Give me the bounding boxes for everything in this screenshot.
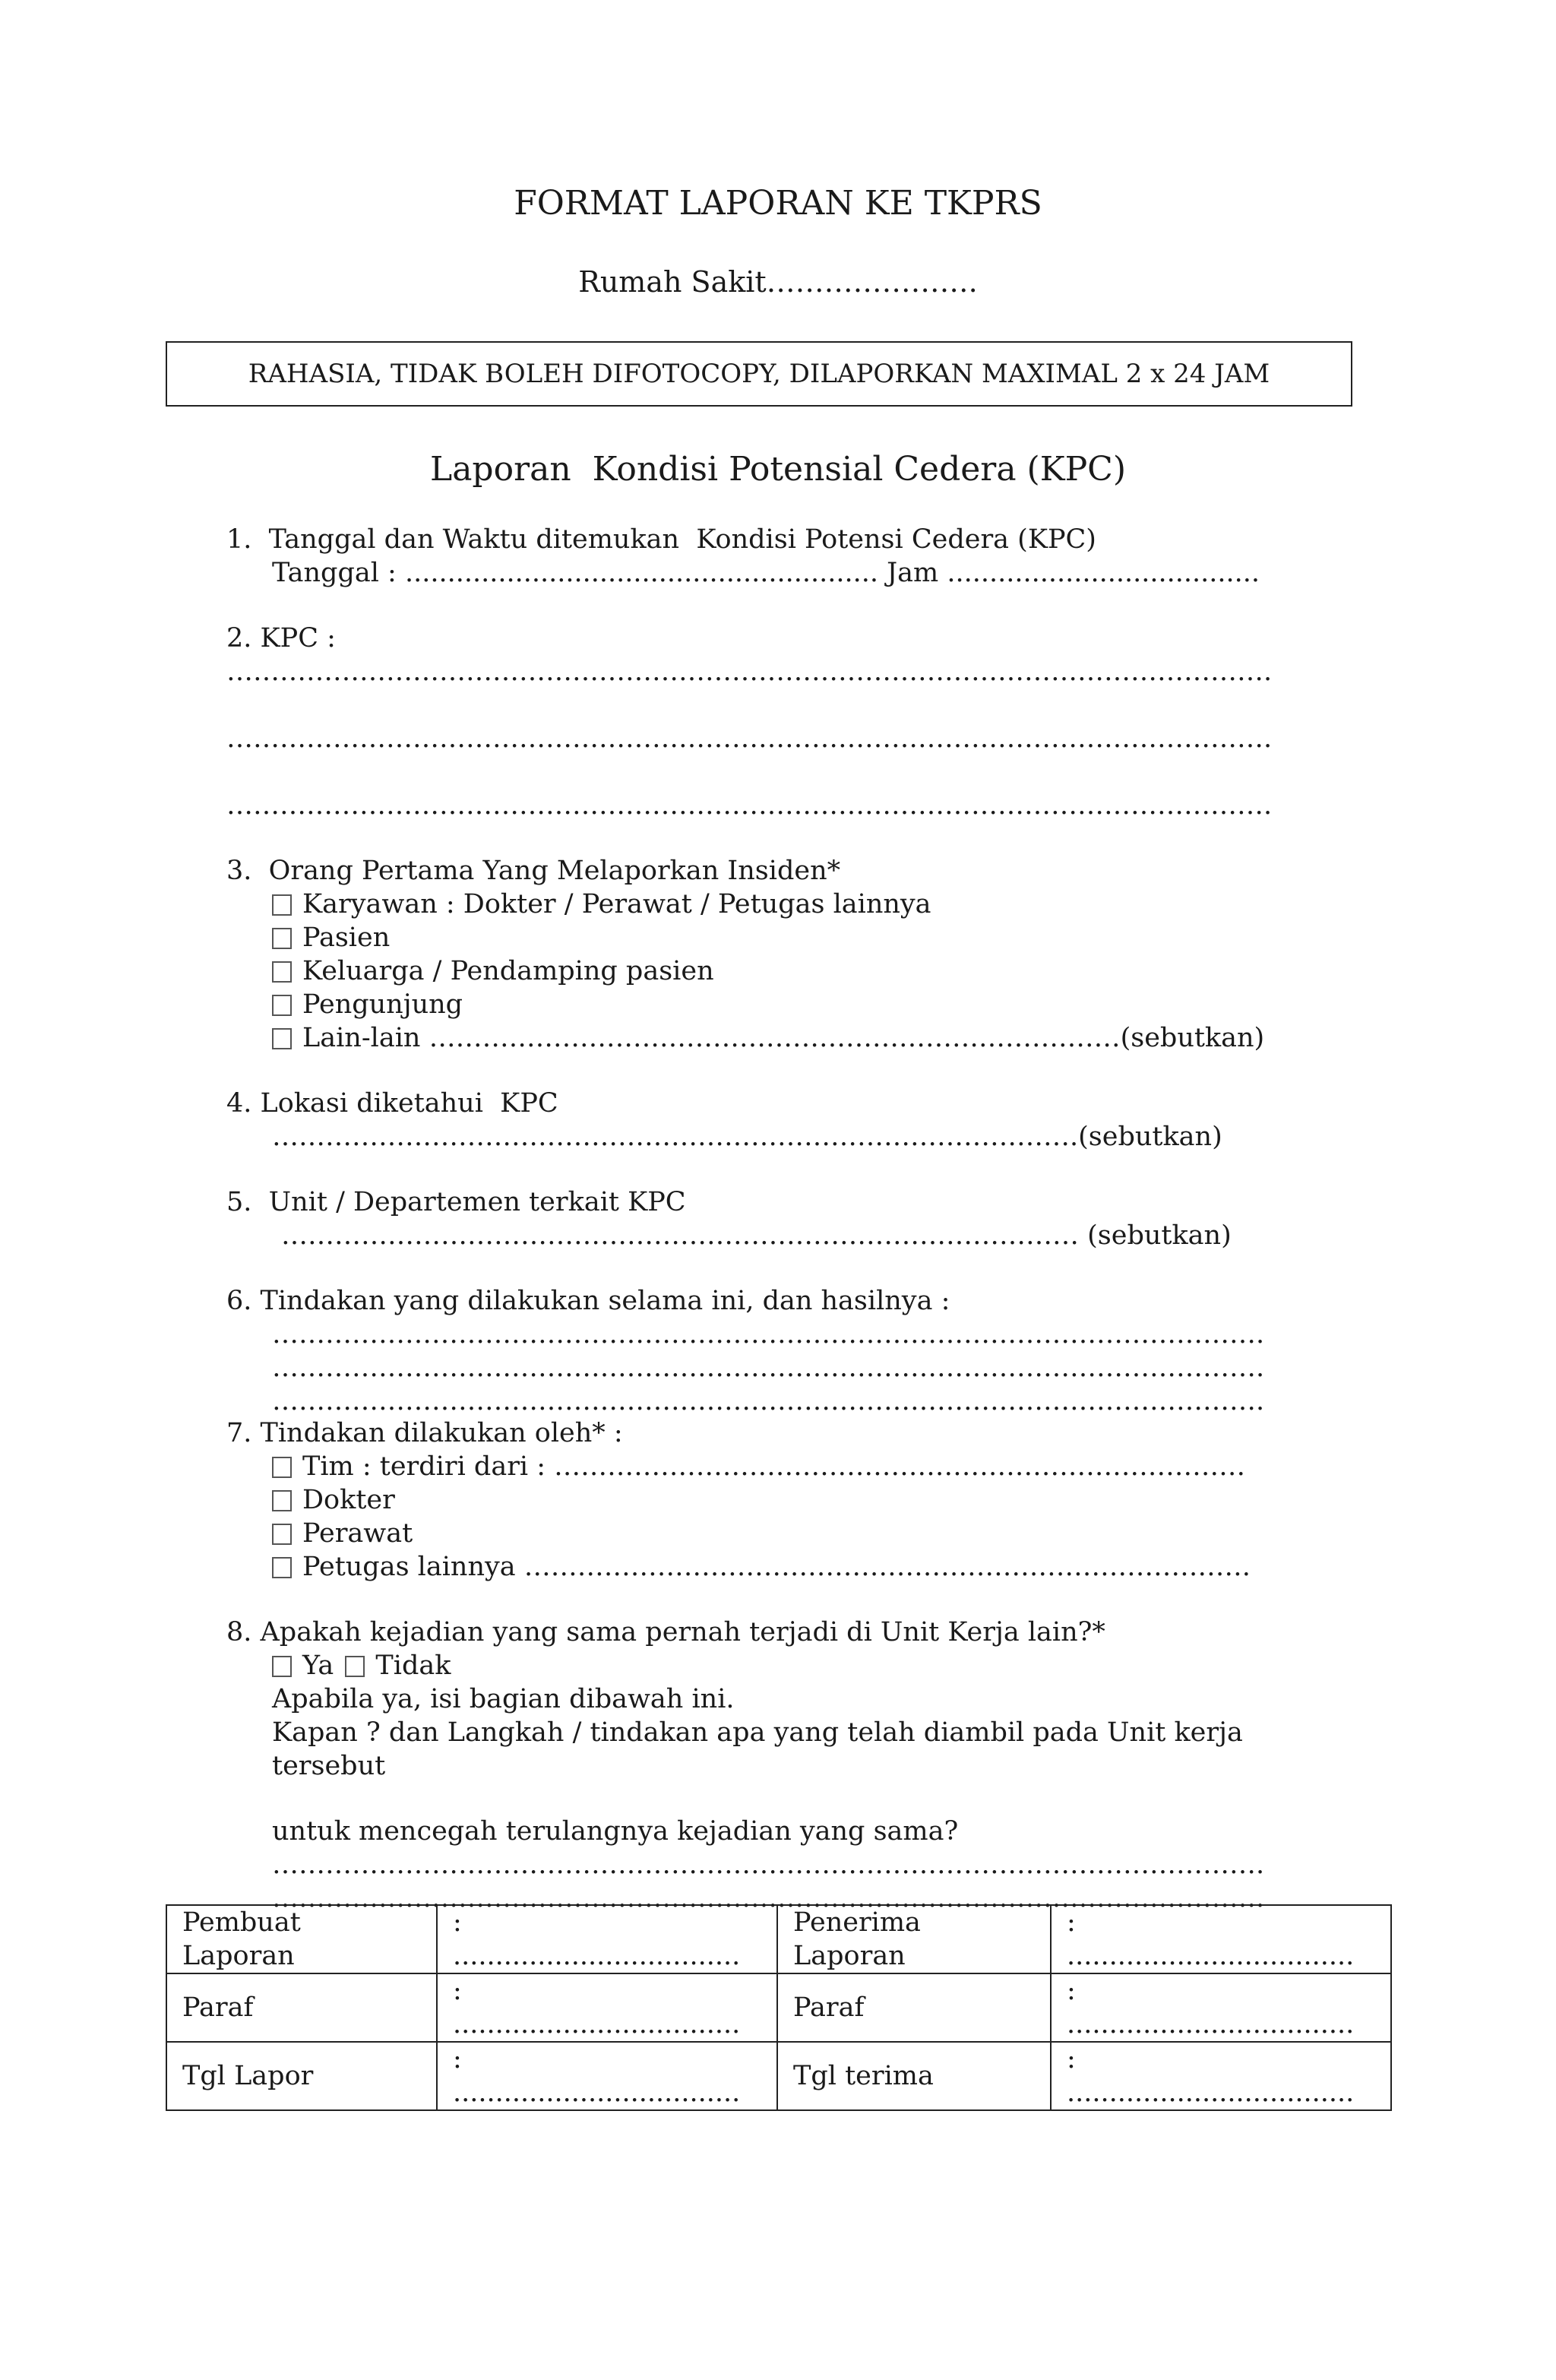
checkbox[interactable] (272, 894, 292, 916)
confidential-notice-box (166, 341, 1352, 407)
receiver-initial-label: Paraf (777, 1973, 1051, 2042)
checkbox[interactable] (272, 995, 292, 1016)
receiver-initial-value[interactable]: : .................................. (1051, 1973, 1391, 2042)
q5-unit-line[interactable]: ……………………………………………………………………………… (sebutkan) (281, 1220, 1232, 1251)
q8-answer-line-2[interactable]: …………………………………………………………………………………………………. (272, 1883, 1265, 1913)
hospital-name: Rumah Sakit…………………. (578, 265, 978, 299)
checkbox-no[interactable] (345, 1656, 365, 1677)
q7-option-team[interactable]: Tim : terdiri dari : …………………………………………………………………… (272, 1450, 1245, 1483)
receive-date-label: Tgl terima (777, 2042, 1051, 2110)
q6-line-2[interactable]: …………………………………………………………………………………………………. (272, 1353, 1265, 1383)
q3-option-other[interactable]: Lain-lain ……………………………………………………………………(sebutkan) (272, 1021, 1264, 1055)
q3-option-employee[interactable]: Karyawan : Dokter / Perawat / Petugas lainnya (272, 888, 931, 921)
q8-yes-no[interactable]: Ya Tidak (272, 1649, 451, 1682)
q1-date-time-line[interactable]: Tanggal : ........................................................ Jam ..................................... (272, 558, 1260, 588)
receive-date-value[interactable]: : .................................. (1051, 2042, 1391, 2110)
q3-label: 3. Orang Pertama Yang Melaporkan Insiden* (226, 856, 841, 886)
q6-line-3[interactable]: …………………………………………………………………………………………………. (272, 1386, 1265, 1416)
q3-option-visitor[interactable]: Pengunjung (272, 988, 463, 1021)
q7-label: 7. Tindakan dilakukan oleh* : (226, 1418, 623, 1448)
q8-question-line-3: untuk mencegah terulangnya kejadian yang sama? (272, 1816, 959, 1847)
q2-label: 2. KPC : (226, 623, 336, 654)
q7-option-nurse[interactable]: Perawat (272, 1517, 413, 1550)
checkbox[interactable] (272, 1457, 292, 1478)
reporter-value[interactable]: : .................................. (437, 1905, 777, 1973)
document-title: FORMAT LAPORAN KE TKPRS (514, 184, 1042, 223)
table-row (166, 2042, 1391, 2110)
table-row (166, 1973, 1391, 2042)
q8-instruction: Apabila ya, isi bagian dibawah ini. (272, 1684, 735, 1714)
checkbox[interactable] (272, 928, 292, 949)
q2-line-2[interactable]: ………………………………………………………………………………………………………. (226, 723, 1273, 754)
receiver-label: Penerima Laporan (777, 1905, 1051, 1973)
reporter-initial-value[interactable]: : .................................. (437, 1973, 777, 2042)
report-title: Laporan Kondisi Potensial Cedera (KPC) (429, 450, 1127, 489)
q6-label: 6. Tindakan yang dilakukan selama ini, dan hasilnya : (226, 1286, 950, 1316)
checkbox[interactable] (272, 1490, 292, 1511)
confidential-notice: RAHASIA, TIDAK BOLEH DIFOTOCOPY, DILAPORKAN MAXIMAL 2 x 24 JAM (248, 359, 1270, 389)
q2-line-1[interactable]: ………………………………………………………………………………………………………. (226, 657, 1273, 687)
checkbox[interactable] (272, 1524, 292, 1545)
q3-option-family[interactable]: Keluarga / Pendamping pasien (272, 954, 714, 988)
q1-label: 1. Tanggal dan Waktu ditemukan Kondisi Potensi Cedera (KPC) (226, 524, 1096, 555)
reporter-initial-label: Paraf (166, 1973, 437, 2042)
q5-label: 5. Unit / Departemen terkait KPC (226, 1187, 686, 1217)
q4-label: 4. Lokasi diketahui KPC (226, 1088, 558, 1119)
checkbox-yes[interactable] (272, 1656, 292, 1677)
checkbox[interactable] (272, 1557, 292, 1578)
q6-line-1[interactable]: …………………………………………………………………………………………………. (272, 1319, 1265, 1350)
q8-answer-line-1[interactable]: …………………………………………………………………………………………………. (272, 1850, 1265, 1880)
q3-option-patient[interactable]: Pasien (272, 921, 390, 954)
checkbox[interactable] (272, 961, 292, 983)
reporter-label: Pembuat Laporan (166, 1905, 437, 1973)
table-row (166, 1905, 1391, 1973)
report-date-value[interactable]: : .................................. (437, 2042, 777, 2110)
q4-location-line[interactable]: ……………………………………………………………………………….(sebutkan) (272, 1122, 1222, 1152)
q7-option-doctor[interactable]: Dokter (272, 1483, 395, 1517)
signature-table (166, 1904, 1392, 2111)
receiver-value[interactable]: : .................................. (1051, 1905, 1391, 1973)
q7-option-other-staff[interactable]: Petugas lainnya ………………………………………………………………………. (272, 1550, 1251, 1584)
q8-question-line-2: tersebut (272, 1751, 386, 1781)
q8-question-line-1: Kapan ? dan Langkah / tindakan apa yang telah diambil pada Unit kerja (272, 1717, 1243, 1748)
report-date-label: Tgl Lapor (166, 2042, 437, 2110)
q2-line-3[interactable]: ………………………………………………………………………………………………………. (226, 790, 1273, 821)
q8-label: 8. Apakah kejadian yang sama pernah terjadi di Unit Kerja lain?* (226, 1617, 1105, 1647)
checkbox[interactable] (272, 1028, 292, 1049)
